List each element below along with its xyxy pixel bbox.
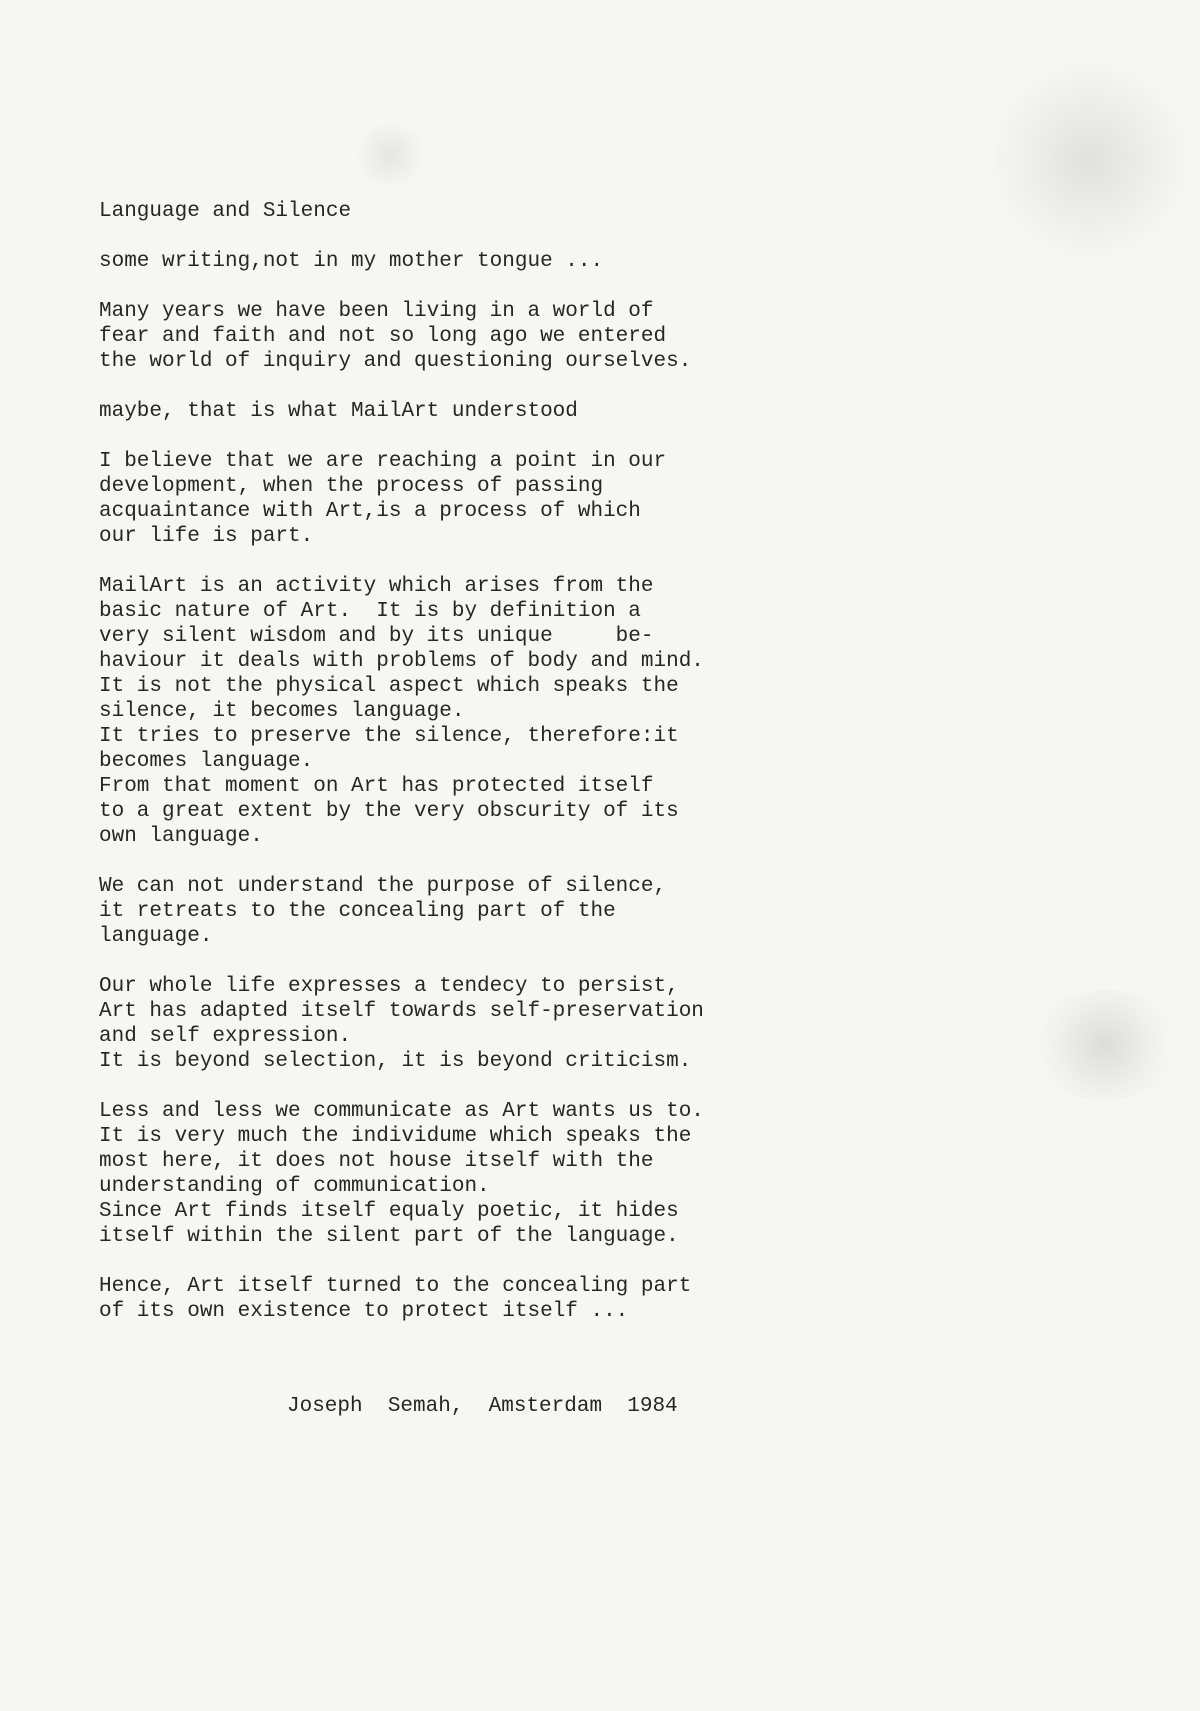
text-line: I believe that we are reaching a point in our bbox=[99, 450, 667, 473]
text-line: the world of inquiry and questioning ourselves. bbox=[99, 350, 692, 373]
text-line: own language. bbox=[99, 825, 263, 848]
text-line: itself within the silent part of the language. bbox=[99, 1225, 679, 1248]
text-line: Hence, Art itself turned to the concealing part bbox=[99, 1275, 692, 1298]
text-line: From that moment on Art has protected itself bbox=[99, 775, 654, 798]
text-line: maybe, that is what MailArt understood bbox=[99, 400, 578, 423]
text-line: It is not the physical aspect which speaks the bbox=[99, 675, 679, 698]
paragraph bbox=[99, 449, 739, 549]
text-line: Less and less we communicate as Art wants us to. bbox=[99, 1100, 704, 1123]
paragraph bbox=[99, 1099, 739, 1249]
paper-smudge bbox=[1030, 990, 1180, 1100]
signature-line: Joseph Semah, Amsterdam 1984 bbox=[287, 1395, 678, 1418]
text-line: to a great extent by the very obscurity of its bbox=[99, 800, 679, 823]
text-line: very silent wisdom and by its unique be- bbox=[99, 625, 654, 648]
text-line: most here, it does not house itself with the bbox=[99, 1150, 654, 1173]
text-line: becomes language. bbox=[99, 750, 314, 773]
text-line: fear and faith and not so long ago we entered bbox=[99, 325, 667, 348]
text-line: of its own existence to protect itself ... bbox=[99, 1300, 629, 1323]
text-line: it retreats to the concealing part of the bbox=[99, 900, 616, 923]
text-line: It is very much the individume which speaks the bbox=[99, 1125, 692, 1148]
paper-smudge bbox=[990, 60, 1190, 260]
paragraph bbox=[99, 399, 739, 424]
text-line: Our whole life expresses a tendecy to persist, bbox=[99, 975, 679, 998]
paper-smudge bbox=[350, 125, 430, 185]
text-line: MailArt is an activity which arises from the bbox=[99, 575, 654, 598]
text-line: basic nature of Art. It is by definition a bbox=[99, 600, 641, 623]
text-line: Many years we have been living in a world of bbox=[99, 300, 654, 323]
paragraph bbox=[99, 1274, 739, 1324]
paragraph bbox=[99, 974, 739, 1074]
text-line: It tries to preserve the silence, therefore:it bbox=[99, 725, 679, 748]
paragraph bbox=[99, 299, 739, 374]
paragraph bbox=[99, 574, 739, 849]
paragraph bbox=[99, 249, 739, 274]
text-line: silence, it becomes language. bbox=[99, 700, 465, 723]
text-line: development, when the process of passing bbox=[99, 475, 604, 498]
text-line: some writing,not in my mother tongue ... bbox=[99, 250, 604, 273]
text-line: It is beyond selection, it is beyond criticism. bbox=[99, 1050, 692, 1073]
typewritten-page bbox=[99, 199, 739, 1349]
document-title: Language and Silence bbox=[99, 200, 352, 223]
text-line: acquaintance with Art,is a process of which bbox=[99, 500, 641, 523]
text-line: haviour it deals with problems of body and mind. bbox=[99, 650, 704, 673]
paragraph bbox=[99, 874, 739, 949]
text-line: and self expression. bbox=[99, 1025, 352, 1048]
document-body bbox=[99, 249, 739, 1324]
text-line: We can not understand the purpose of silence, bbox=[99, 875, 667, 898]
text-line: understanding of communication. bbox=[99, 1175, 490, 1198]
text-line: Since Art finds itself equaly poetic, it hides bbox=[99, 1200, 679, 1223]
text-line: our life is part. bbox=[99, 525, 314, 548]
text-line: Art has adapted itself towards self-preservation bbox=[99, 1000, 704, 1023]
text-line: language. bbox=[99, 925, 213, 948]
